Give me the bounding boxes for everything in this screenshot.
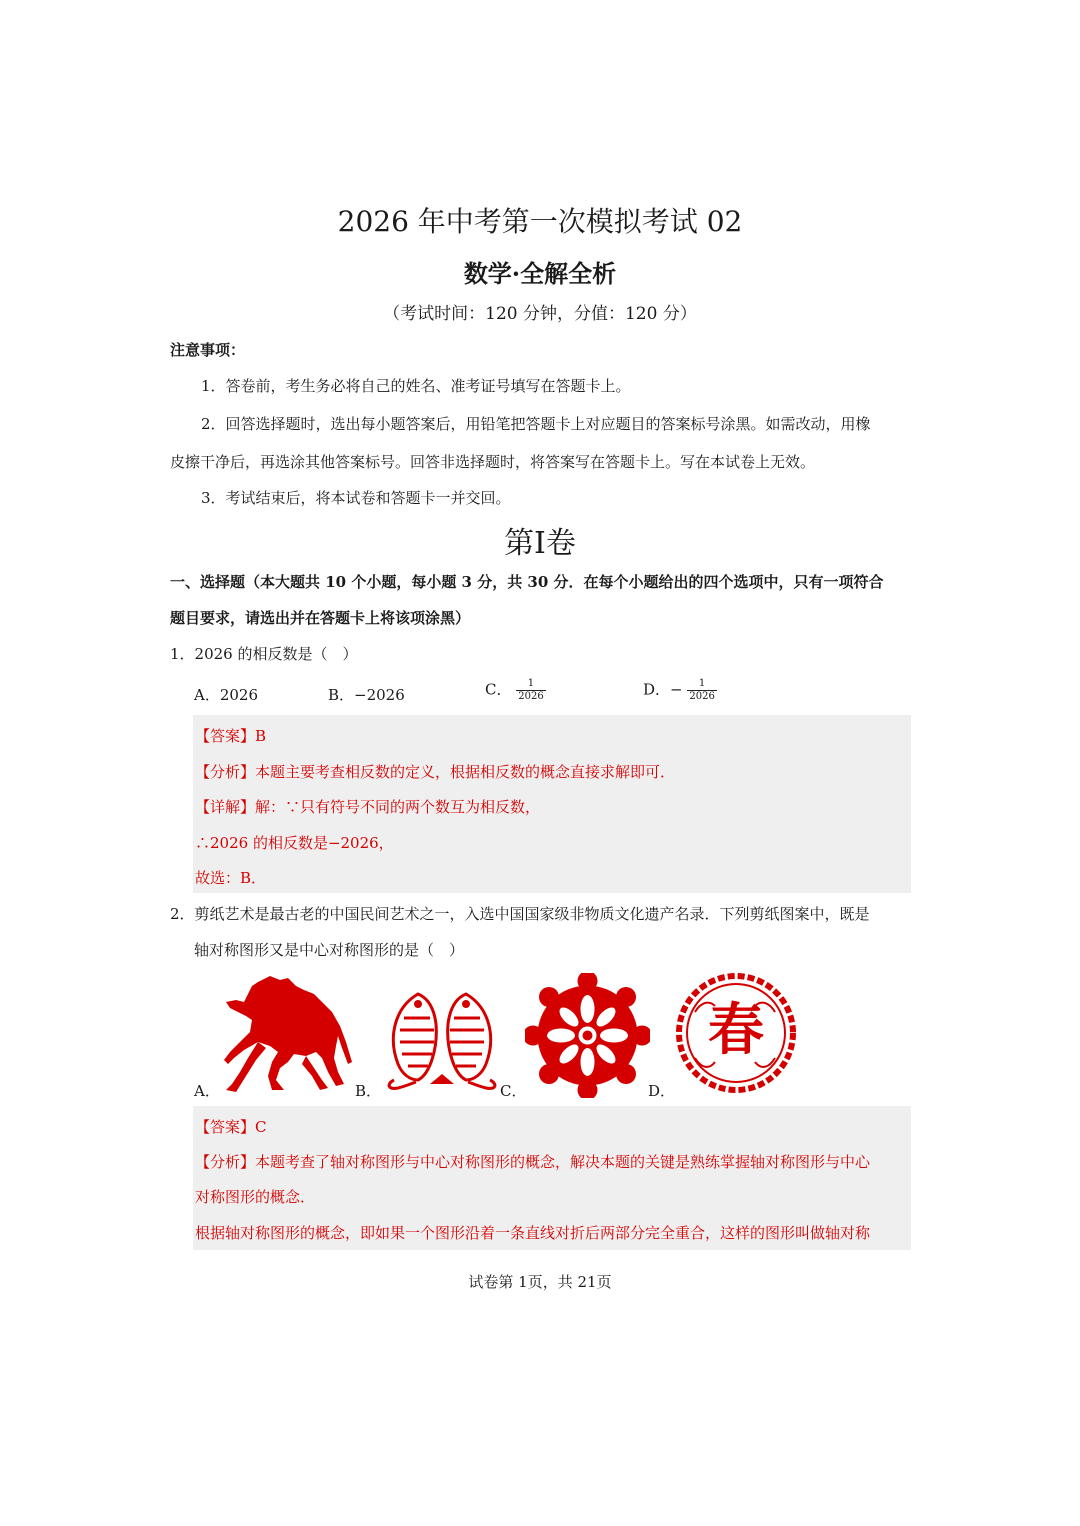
section-heading-line2: 题目要求，请选出并在答题卡上将该项涂黑） [170, 609, 471, 627]
section-heading-line1: 一、选择题（本大题共 10 个小题，每小题 3 分，共 30 分．在每个小题给出的四个选项中，只有一项符合 [170, 573, 884, 591]
papercut-horse-image [218, 972, 358, 1094]
papercut-fish-image [380, 988, 504, 1092]
notice-heading: 注意事项： [170, 341, 246, 359]
q2-stem-line1: 2．剪纸艺术是最古老的中国民间艺术之一，入选中国国家级非物质文化遗产名录．下列剪纸图案中，既是 [170, 905, 870, 923]
notice-item-2-cont: 皮擦干净后，再选涂其他答案标号。回答非选择题时，将答案写在答题卡上。写在本试卷上无效。 [170, 453, 816, 471]
page-footer: 试卷第 1页，共 21页 [468, 1273, 612, 1291]
q1-answer: 【答案】B [195, 727, 267, 745]
q1-option-a: A．2026 [194, 686, 259, 704]
q1-therefore: ∴2026 的相反数是−2026， [195, 834, 394, 852]
q1-option-d-numerator: 1 [687, 678, 716, 691]
q1-choice: 故选：B． [195, 869, 267, 887]
q1-option-d-denominator: 2026 [689, 691, 715, 702]
exam-time-info: （考试时间：120 分钟，分值：120 分） [383, 304, 697, 324]
exam-title: 2026 年中考第一次模拟考试 02 [337, 205, 743, 238]
q2-option-b-label: B． [355, 1082, 382, 1100]
q2-option-a-label: A． [194, 1082, 220, 1100]
q1-option-d [643, 678, 717, 703]
q2-answer-box [193, 1106, 911, 1250]
q1-option-d-fraction [687, 678, 716, 703]
notice-item-3: 3．考试结束后，将本试卷和答题卡一并交回。 [201, 489, 511, 507]
papercut-flower-image [525, 973, 650, 1098]
q2-analysis-line3: 根据轴对称图形的概念，即如果一个图形沿着一条直线对折后两部分完全重合，这样的图形叫做轴对称 [195, 1224, 871, 1242]
papercut-spring-image [675, 972, 797, 1094]
q1-option-c [485, 678, 546, 703]
q1-detail: 【详解】解：∵只有符号不同的两个数互为相反数， [195, 798, 541, 816]
q1-option-c-label: C． [485, 680, 512, 699]
notice-item-2: 2．回答选择题时，选出每小题答案后，用铅笔把答题卡上对应题目的答案标号涂黑。如需改动，用橡 [201, 415, 871, 433]
q1-analysis: 【分析】本题主要考查相反数的定义，根据相反数的概念直接求解即可． [195, 763, 676, 781]
part-title: 第I卷 [504, 526, 576, 561]
q2-option-c-label: C． [500, 1082, 527, 1100]
exam-subtitle: 数学·全解全析 [463, 259, 617, 288]
q2-option-d-label: D． [648, 1082, 676, 1100]
q2-analysis-line2: 对称图形的概念． [195, 1188, 316, 1206]
notice-item-1: 1．答卷前，考生务必将自己的姓名、准考证号填写在答题卡上。 [201, 377, 631, 395]
q1-option-d-label: D．− [643, 680, 683, 699]
q2-analysis-line1: 【分析】本题考查了轴对称图形与中心对称图形的概念，解决本题的关键是熟练掌握轴对称图形与中心 [195, 1153, 871, 1171]
q1-answer-box [193, 715, 911, 893]
q1-option-c-denominator: 2026 [518, 691, 544, 702]
q2-stem-line2: 轴对称图形又是中心对称图形的是（ ） [194, 941, 465, 959]
q1-option-c-fraction [516, 678, 545, 703]
q1-option-c-numerator: 1 [516, 678, 545, 691]
q1-stem: 1．2026 的相反数是（ ） [170, 645, 358, 663]
q1-option-b: B．−2026 [328, 686, 405, 704]
q2-answer: 【答案】C [195, 1118, 267, 1136]
spring-character: 春 [708, 997, 764, 1063]
